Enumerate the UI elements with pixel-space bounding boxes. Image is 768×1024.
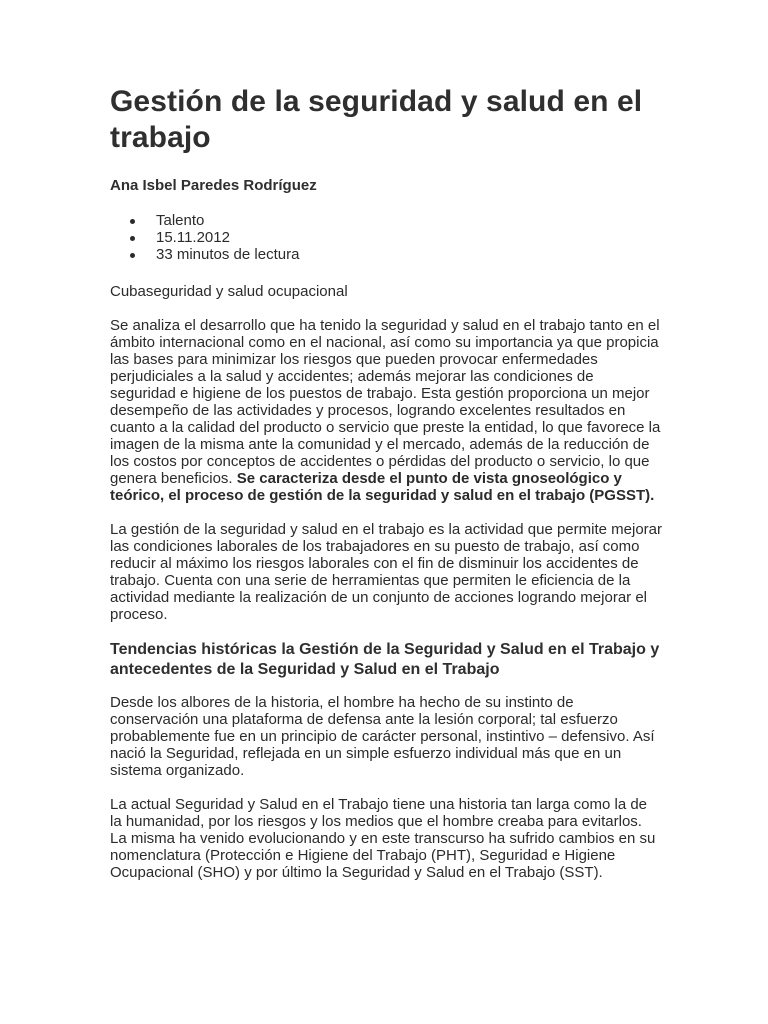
- body-paragraph-4: La actual Seguridad y Salud en el Trabajo tiene una historia tan larga como la de la humanidad, por los riesgos y los medios que el hombre creaba para evitarlos. La misma ha venido evolucionando y en este transcurso ha sufrido cambios en su nomenclatura (Protección e Higiene del Trabajo (PHT), Seguridad e Higiene Ocupacional (SHO) y por último la Seguridad y Salud en el Trabajo (SST).: [110, 796, 656, 881]
- section-heading: Tendencias históricas la Gestión de la Seguridad y Salud en el Trabajo y antecedentes de la Seguridad y Salud en el Trabajo: [110, 641, 660, 678]
- bullet-icon: [130, 236, 135, 241]
- article-meta-list: [110, 212, 662, 263]
- meta-item-reading-time: [110, 246, 662, 263]
- page-title: Gestión de la seguridad y salud en el trabajo: [110, 85, 643, 154]
- article-tags: Cubaseguridad y salud ocupacional: [110, 283, 348, 300]
- intro-bold-text: Se caracteriza desde el punto de vista gnoseológico y teórico, el proceso de gestión de la seguridad y salud en el trabajo (PGSST).: [110, 470, 655, 504]
- meta-item-date: [110, 229, 662, 246]
- body-paragraph-2: La gestión de la seguridad y salud en el trabajo es la actividad que permite mejorar las condiciones laborales de los trabajadores en su puesto de trabajo, así como reducir al máximo los riesgos laborales con el fin de disminuir los accidentes de trabajo. Cuenta con una serie de herramientas que permiten le eficiencia de la actividad mediante la realización de un conjunto de acciones logrando mejorar el proceso.: [110, 521, 662, 623]
- body-paragraph-3: Desde los albores de la historia, el hombre ha hecho de su instinto de conservación una plataforma de defensa ante la lesión corporal; tal esfuerzo probablemente fue en un principio de carácter personal, instintivo – defensivo. Así nació la Seguridad, reflejada en un simple esfuerzo individual más que en un sistema organizado.: [110, 694, 655, 779]
- intro-paragraph: [110, 317, 662, 504]
- meta-category: Talento: [156, 212, 205, 229]
- meta-date: 15.11.2012: [156, 229, 230, 246]
- article: [110, 84, 662, 898]
- intro-text: Se analiza el desarrollo que ha tenido la seguridad y salud en el trabajo tanto en el ámbito internacional como en el nacional, así como su importancia ya que propicia las bases para minimizar los riesgos que pueden provocar enfermedades perjudiciales a la salud y accidentes; además mejorar las condiciones de seguridad e higiene de los puestos de trabajo. Esta gestión proporciona un mejor desempeño de las actividades y procesos, logrando excelentes resultados en cuanto a la calidad del producto o servicio que preste la entidad, lo que favorece la imagen de la misma ante la comunidad y el mercado, además de la reducción de los costos por conceptos de accidentes o pérdidas del producto o servicio, lo que genera beneficios.: [110, 317, 661, 487]
- bullet-icon: [130, 253, 135, 258]
- meta-reading-time: 33 minutos de lectura: [156, 246, 300, 263]
- bullet-icon: [130, 219, 135, 224]
- author-name: Ana Isbel Paredes Rodríguez: [110, 177, 317, 194]
- meta-item-category: [110, 212, 662, 229]
